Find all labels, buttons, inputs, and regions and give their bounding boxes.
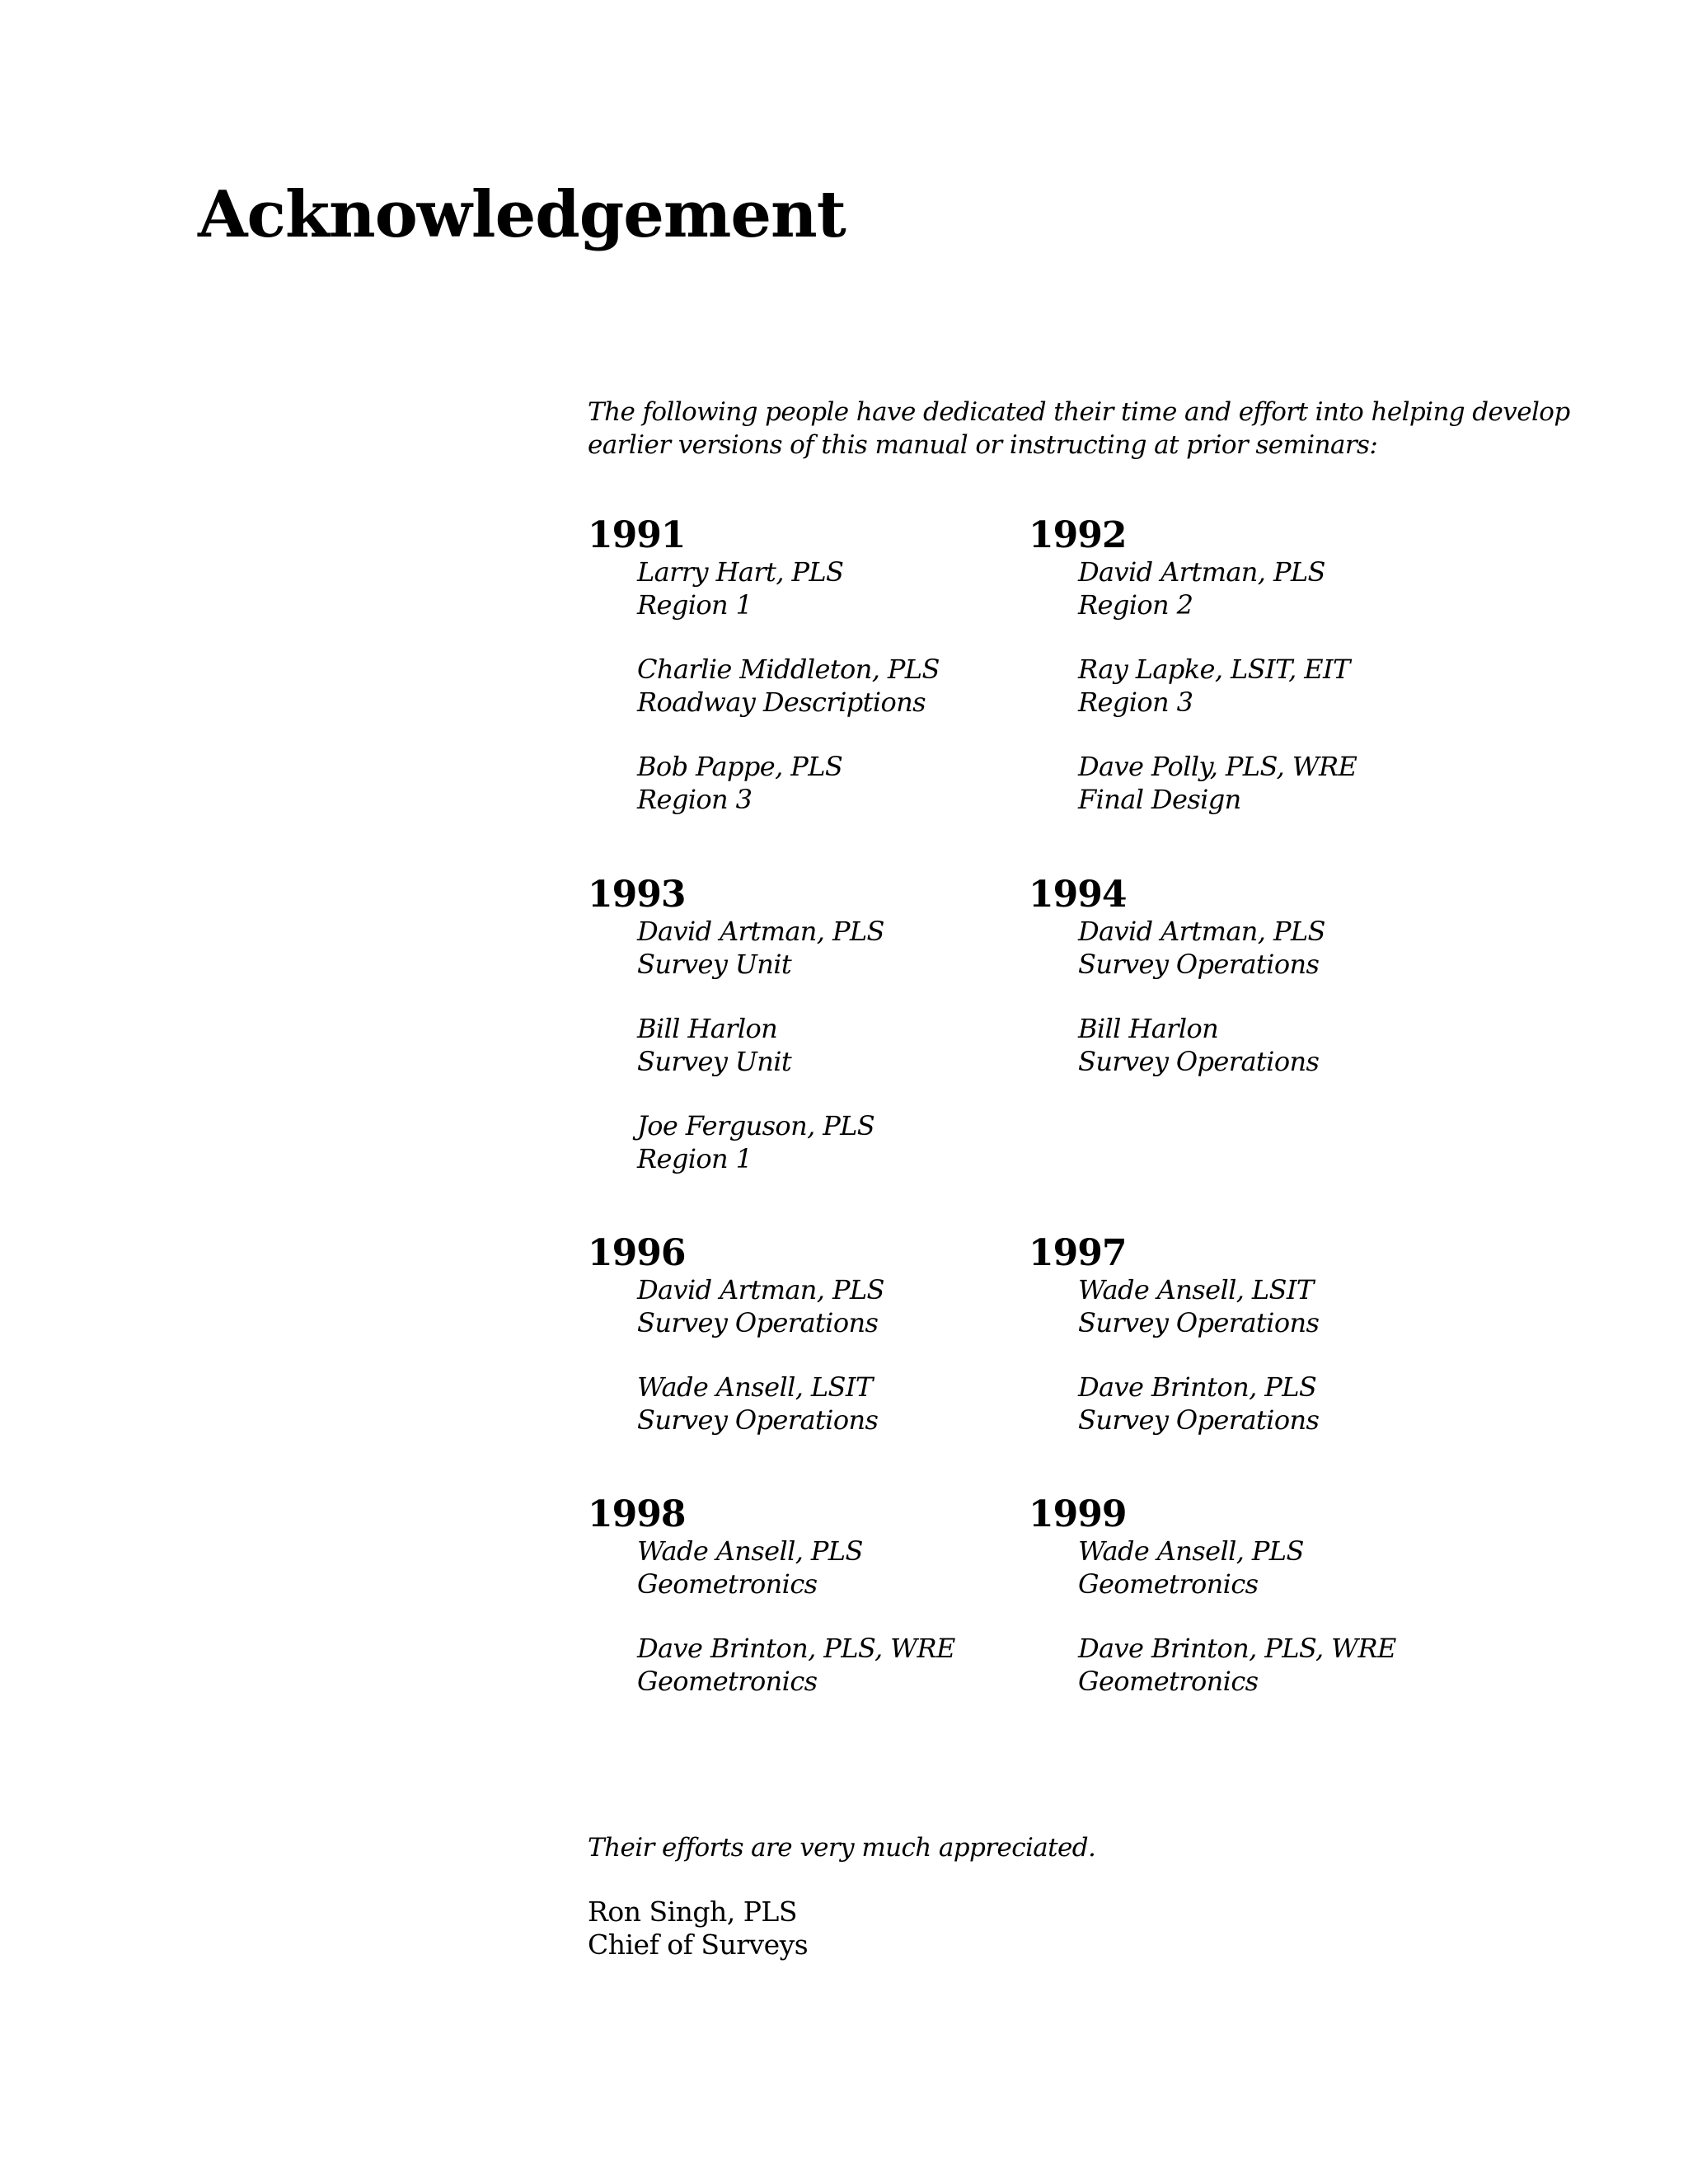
contributor-unit: Survey Operations (637, 1306, 879, 1338)
year-section-1993 (588, 874, 1016, 1175)
contributor-unit: Survey Operations (1078, 1404, 1320, 1436)
contributor-name: Ray Lapke, LSIT, EIT (1078, 654, 1350, 685)
contributor-name: Bob Pappe, PLS (637, 751, 843, 782)
signature-block (588, 1896, 808, 1961)
contributor-name: David Artman, PLS (637, 1274, 884, 1305)
contributor-entry (1078, 1274, 1457, 1339)
contributor-name: Wade Ansell, LSIT (637, 1371, 873, 1403)
closing-statement: Their efforts are very much appreciated. (588, 1833, 1096, 1863)
contributor-entry (637, 1633, 1016, 1698)
contributor-unit: Region 2 (1078, 588, 1193, 621)
page-title: Acknowledgement (198, 177, 846, 252)
intro-paragraph (588, 396, 1577, 462)
contributor-entry (637, 1535, 1016, 1601)
contributor-entry (1078, 654, 1457, 719)
contributor-entry (637, 751, 1016, 816)
contributor-unit: Geometronics (637, 1665, 818, 1697)
contributor-name: David Artman, PLS (1078, 916, 1325, 947)
year-section-1997 (1029, 1233, 1457, 1436)
contributor-unit: Survey Operations (1078, 1306, 1320, 1338)
contributor-unit: Region 1 (637, 1142, 753, 1174)
contributor-name: Wade Ansell, PLS (1078, 1535, 1304, 1567)
contributor-name: David Artman, PLS (637, 916, 884, 947)
contributor-unit: Region 3 (1078, 686, 1193, 718)
intro-line-2: earlier versions of this manual or instructing at prior seminars: (588, 430, 1378, 460)
contributor-unit: Region 1 (637, 588, 753, 621)
contributor-name: Dave Brinton, PLS, WRE (1078, 1633, 1396, 1664)
contributor-name: Wade Ansell, LSIT (1078, 1274, 1314, 1305)
year-heading: 1993 (588, 874, 686, 916)
signer-title: Chief of Surveys (588, 1929, 809, 1961)
contributor-unit: Survey Operations (1078, 1045, 1320, 1077)
contributor-entry (1078, 1535, 1457, 1601)
contributor-entry (637, 1110, 1016, 1175)
acknowledgement-body (588, 396, 1577, 1697)
year-heading: 1994 (1029, 874, 1127, 916)
contributor-unit: Geometronics (1078, 1665, 1259, 1697)
contributor-entry (1078, 1633, 1457, 1698)
year-heading: 1996 (588, 1232, 686, 1274)
contributor-entry (1078, 751, 1457, 816)
year-section-1992 (1029, 515, 1457, 816)
contributor-name: Larry Hart, PLS (637, 556, 844, 588)
signer-name: Ron Singh, PLS (588, 1896, 797, 1928)
contributor-name: Dave Brinton, PLS, WRE (637, 1633, 955, 1664)
contributor-entry (1078, 556, 1457, 621)
year-section-1996 (588, 1233, 1016, 1436)
contributor-name: Charlie Middleton, PLS (637, 654, 940, 685)
contributor-entry (1078, 1013, 1457, 1078)
year-heading: 1997 (1029, 1232, 1127, 1274)
intro-line-1: The following people have dedicated their time and effort into helping develop (588, 397, 1570, 427)
contributor-name: Wade Ansell, PLS (637, 1535, 863, 1567)
contributor-entry (1078, 916, 1457, 981)
contributor-entry (637, 556, 1016, 621)
contributor-unit: Geometronics (637, 1568, 818, 1600)
contributor-name: Bill Harlon (637, 1013, 778, 1044)
year-section-1998 (588, 1494, 1016, 1698)
contributor-unit: Final Design (1078, 783, 1241, 815)
year-heading: 1998 (588, 1493, 686, 1535)
contributor-entry (637, 1274, 1016, 1339)
contributor-name: Dave Brinton, PLS (1078, 1371, 1317, 1403)
contributor-entry (637, 1371, 1016, 1436)
contributor-entry (637, 654, 1016, 719)
year-heading: 1999 (1029, 1493, 1127, 1535)
year-heading: 1991 (588, 514, 686, 556)
contributor-name: Joe Ferguson, PLS (637, 1110, 875, 1141)
contributor-unit: Survey Operations (1078, 948, 1320, 980)
contributor-unit: Roadway Descriptions (637, 686, 926, 718)
contributor-entry (1078, 1371, 1457, 1436)
year-section-1991 (588, 515, 1016, 816)
contributor-unit: Survey Unit (637, 1045, 792, 1077)
contributor-unit: Survey Unit (637, 948, 792, 980)
contributor-unit: Geometronics (1078, 1568, 1259, 1600)
contributor-name: David Artman, PLS (1078, 556, 1325, 588)
year-section-1999 (1029, 1494, 1457, 1698)
contributor-name: Dave Polly, PLS, WRE (1078, 751, 1357, 782)
contributor-name: Bill Harlon (1078, 1013, 1219, 1044)
contributor-unit: Region 3 (637, 783, 753, 815)
contributor-unit: Survey Operations (637, 1404, 879, 1436)
contributor-entry (637, 916, 1016, 981)
year-heading: 1992 (1029, 514, 1127, 556)
year-section-1994 (1029, 874, 1457, 1078)
contributor-entry (637, 1013, 1016, 1078)
